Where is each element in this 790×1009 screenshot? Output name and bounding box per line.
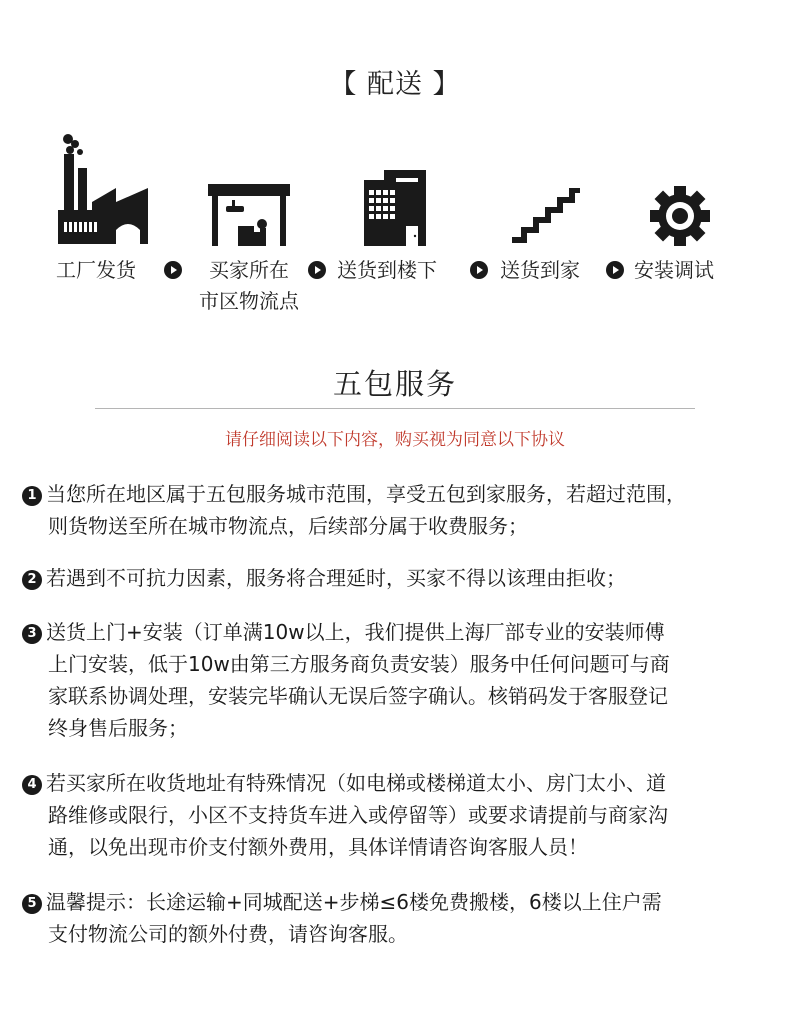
service-item-4: [22, 767, 782, 863]
step-label-downstairs: 送货到楼下: [337, 258, 437, 282]
delivery-title: 【 配送 】: [329, 69, 461, 100]
service-item-text: 若买家所在收货地址有特殊情况（如电梯或楼梯道太小、房门太小、道: [46, 771, 666, 795]
step-label-logistics: [190, 255, 308, 317]
service-item-text: 支付物流公司的额外付费，请咨询客服。: [48, 922, 408, 946]
service-item-line: [22, 562, 782, 594]
service-item-text: 则货物送至所在城市物流点，后续部分属于收费服务；: [48, 514, 528, 538]
step-label-factory: 工厂发货: [56, 258, 136, 282]
service-item-line: [22, 616, 782, 648]
arrow-right-circle-icon: [606, 261, 624, 279]
service-item-line: [22, 767, 782, 799]
number-badge: 4: [22, 775, 42, 795]
step-label-home: 送货到家: [500, 258, 580, 282]
service-item-1: [22, 478, 782, 542]
number-badge: 1: [22, 486, 42, 506]
building-icon: [364, 170, 426, 246]
service-item-text: 终身售后服务；: [48, 716, 188, 740]
service-notice: 请仔细阅读以下内容，购买视为同意以下协议: [225, 430, 565, 450]
warehouse-icon: [208, 184, 290, 246]
arrow-right-circle-icon: [470, 261, 488, 279]
service-item-text: 送货上门+安装（订单满10w以上，我们提供上海厂部专业的安装师傅: [46, 620, 665, 644]
service-item-3: [22, 616, 782, 744]
service-title: 五包服务: [332, 367, 457, 401]
service-item-text: 家联系协调处理，安装完毕确认无误后签字确认。核销码发于客服登记: [48, 684, 668, 708]
service-item-text: 温馨提示：长途运输+同城配送+步梯≤6楼免费搬楼，6楼以上住户需: [46, 890, 662, 914]
arrow-right-circle-icon: [308, 261, 326, 279]
service-item-2: [22, 562, 782, 594]
divider: [95, 408, 695, 409]
gear-icon: [650, 186, 710, 246]
arrow-right-circle-icon: [164, 261, 182, 279]
step-label-logistics-line1: 买家所在: [209, 258, 289, 282]
service-item-text: 路维修或限行，小区不支持货车进入或停留等）或要求请提前与商家沟: [48, 803, 668, 827]
step-label-install: 安装调试: [634, 258, 714, 282]
factory-icon: [56, 130, 152, 246]
service-item-text: 当您所在地区属于五包服务城市范围，享受五包到家服务，若超过范围，: [46, 482, 686, 506]
service-item-line: [22, 886, 782, 918]
service-item-text: 若遇到不可抗力因素，服务将合理延时，买家不得以该理由拒收；: [46, 566, 626, 590]
service-item-text: 上门安装，低于10w由第三方服务商负责安装）服务中任何问题可与商: [48, 652, 670, 676]
service-item-line: [22, 478, 782, 510]
number-badge: 2: [22, 570, 42, 590]
step-label-logistics-line2: 市区物流点: [199, 289, 299, 313]
stairs-icon: [512, 188, 580, 246]
number-badge: 5: [22, 894, 42, 914]
service-item-text: 通，以免出现市价支付额外费用，具体详情请咨询客服人员！: [48, 835, 588, 859]
number-badge: 3: [22, 624, 42, 644]
service-item-5: [22, 886, 782, 950]
